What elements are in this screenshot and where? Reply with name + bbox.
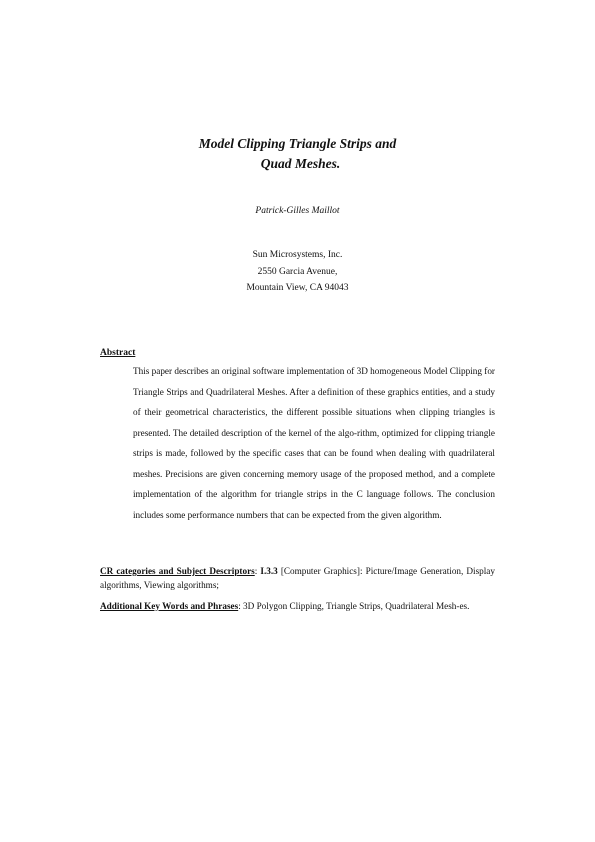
paper-title-line-1: Model Clipping Triangle Strips and <box>198 136 397 151</box>
cr-categories-separator: : <box>254 566 261 576</box>
affiliation-city: Mountain View, CA 94043 <box>246 283 349 293</box>
additional-keywords <box>100 600 495 614</box>
additional-keywords-text: : 3D Polygon Clipping, Triangle Strips, Quadrilateral Mesh-es. <box>238 601 470 611</box>
abstract-body: This paper describes an original software implementation of 3D homogeneous Model Clipping for Triangle Strips and Quadrilateral Meshes. After a definition of these graphics entities, and a study of their geometrical characteristics, the different possible situations when clipping triangles is presented. The detailed description of the kernel of the algo-rithm, optimized for clipping triangle strips is made, followed by the specific cases that can be found when dealing with quadrilateral meshes. Precisions are given concerning memory usage of the proposed method, and a complete implementation of the algorithm for triangle strips in the C language follows. The conclusion includes some performance numbers that can be expected from the given algorithm. <box>133 366 495 520</box>
cr-categories <box>100 565 495 592</box>
paper-title-line-2: Quad Meshes. <box>260 156 341 171</box>
cr-categories-code: I.3.3 <box>260 566 278 576</box>
affiliation-street: 2550 Garcia Avenue, <box>257 266 338 277</box>
affiliation <box>0 247 595 297</box>
paper-title <box>0 134 595 174</box>
cr-categories-text: [Computer Graphics]: Picture/Image Generation, Display algorithms, Viewing algorithms; <box>100 566 495 590</box>
affiliation-org: Sun Microsystems, Inc. <box>252 250 343 260</box>
abstract-heading: Abstract <box>100 348 136 358</box>
cr-categories-label: CR categories and Subject Descriptors <box>100 566 255 576</box>
author-name: Patrick-Gilles Maillot <box>255 206 340 216</box>
additional-keywords-label: Additional Key Words and Phrases <box>100 601 239 611</box>
